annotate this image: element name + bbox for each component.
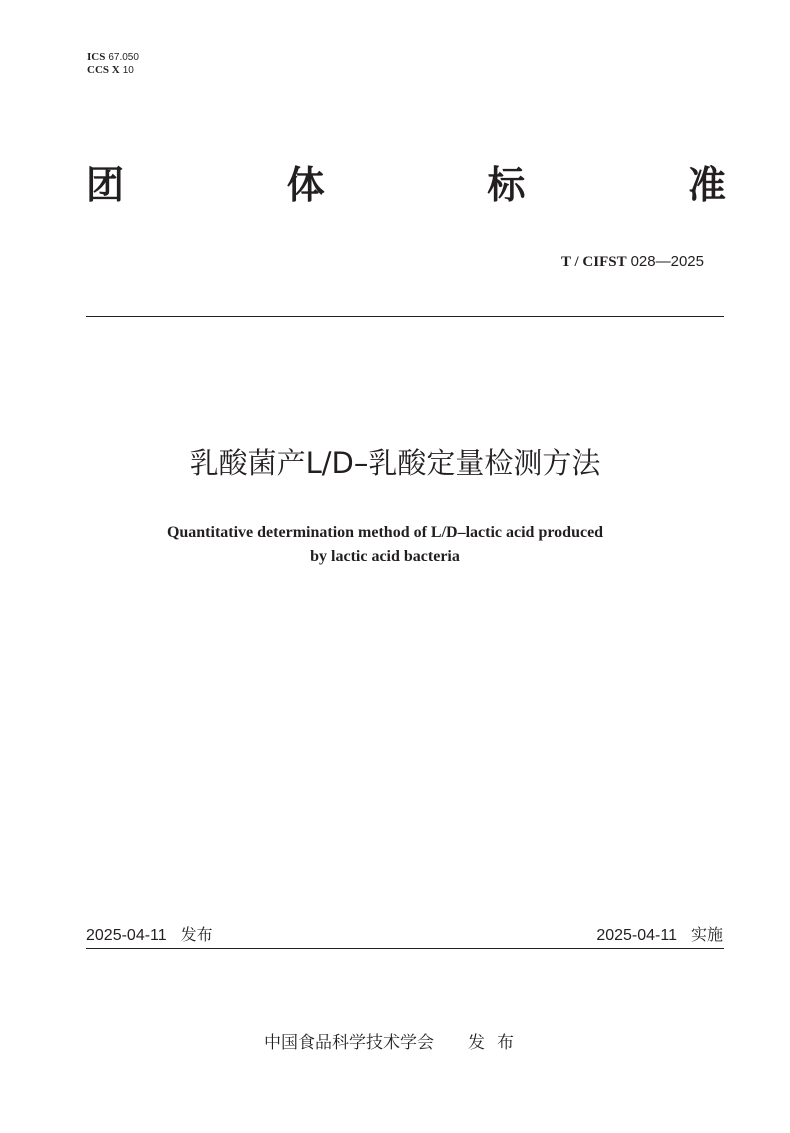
- english-title: [0, 521, 770, 569]
- ics-label: ICS: [87, 51, 106, 63]
- standard-type-heading: [86, 160, 726, 210]
- standard-type-char: 标: [487, 163, 526, 207]
- standard-type-char: 准: [687, 163, 726, 207]
- ccs-code: 10: [122, 65, 134, 76]
- publisher-name: 中国食品科学技术学会: [264, 1033, 434, 1053]
- top-divider: [86, 316, 724, 317]
- issue-date: [86, 922, 213, 945]
- ccs-row: [87, 64, 139, 77]
- standard-number-prefix: T / CIFST: [561, 254, 627, 270]
- english-title-line: Quantitative determination method of L/D–lactic acid produced: [166, 524, 604, 541]
- ccs-label: CCS X: [87, 64, 120, 76]
- chinese-title: 乳酸菌产L/D–乳酸定量检测方法: [189, 446, 601, 480]
- ics-code: 67.050: [108, 52, 139, 63]
- publisher: [0, 1028, 790, 1053]
- classification-codes: [87, 51, 139, 77]
- standard-number: [561, 253, 704, 271]
- standard-type-char: 团: [86, 163, 125, 207]
- implementation-date: [596, 922, 723, 945]
- bottom-divider: [86, 948, 724, 949]
- ics-row: [87, 51, 139, 64]
- publisher-action: 发布: [468, 1033, 526, 1053]
- implementation-date-value: 2025-04-11: [596, 927, 677, 944]
- standard-number-value: 028—2025: [630, 253, 704, 270]
- implementation-date-label: 实施: [690, 925, 723, 944]
- issue-date-label: 发布: [180, 925, 213, 944]
- english-title-line: by lactic acid bacteria: [310, 548, 460, 565]
- standard-type-char: 体: [286, 163, 325, 207]
- issue-date-value: 2025-04-11: [86, 927, 167, 944]
